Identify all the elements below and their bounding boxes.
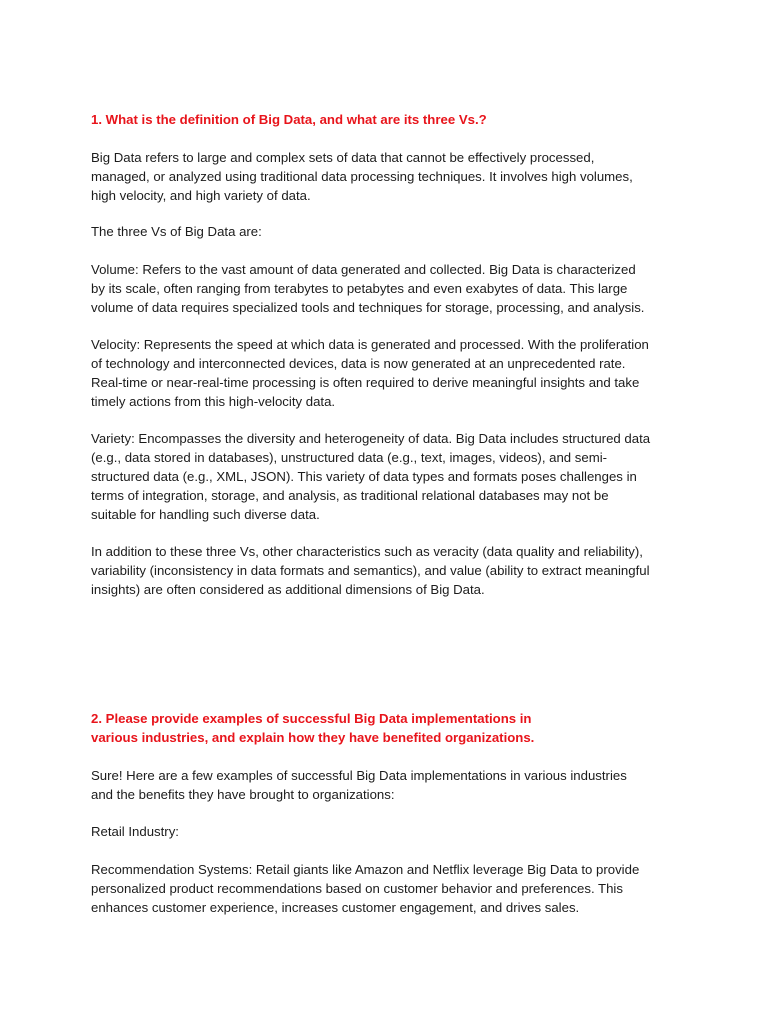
velocity-line-2: of technology and interconnected devices, data is now generated at an unprecedented rate. (91, 355, 626, 371)
definition-line-1: Big Data refers to large and complex sets of data that cannot be effectively processed, (91, 150, 595, 165)
additional-characteristics-paragraph (91, 543, 721, 600)
implementations-intro-paragraph (91, 767, 721, 805)
variety-line-4: terms of integration, storage, and analysis, as traditional relational databases may not be (91, 487, 609, 503)
question-2-heading-line-2: various industries, and explain how they have benefited organizations. (91, 729, 535, 745)
question-2-heading-line-1: 2. Please provide examples of successful Big Data implementations in (91, 711, 532, 726)
velocity-line-3: Real-time or near-real-time processing is often required to derive meaningful insights and take (91, 374, 640, 390)
question-1-heading-line: 1. What is the definition of Big Data, and what are its three Vs.? (91, 112, 487, 127)
intro-line-1: Sure! Here are a few examples of successful Big Data implementations in various industries (91, 768, 627, 783)
three-vs-intro (91, 223, 721, 242)
recommendation-line-1: Recommendation Systems: Retail giants like Amazon and Netflix leverage Big Data to provide (91, 862, 640, 877)
question-2-heading (91, 710, 721, 748)
definition-line-2: managed, or analyzed using traditional data processing techniques. It involves high volumes, (91, 168, 633, 184)
three-vs-intro-line: The three Vs of Big Data are: (91, 224, 262, 239)
variety-line-2: (e.g., data stored in databases), unstructured data (e.g., text, images, videos), and semi- (91, 449, 608, 465)
volume-line-3: volume of data requires specialized tools and techniques for storage, processing, and analysis. (91, 299, 645, 315)
recommendation-line-3: enhances customer experience, increases customer engagement, and drives sales. (91, 899, 580, 915)
recommendation-line-2: personalized product recommendations based on customer behavior and preferences. This (91, 880, 623, 896)
variety-line-3: structured data (e.g., XML, JSON). This variety of data types and formats poses challenges in (91, 468, 637, 484)
velocity-line-1: Velocity: Represents the speed at which data is generated and processed. With the proliferation (91, 337, 649, 352)
variety-paragraph (91, 430, 721, 525)
retail-industry-heading (91, 823, 721, 842)
additional-line-1: In addition to these three Vs, other characteristics such as veracity (data quality and reliability), (91, 544, 643, 559)
big-data-definition-paragraph (91, 149, 721, 206)
volume-line-1: Volume: Refers to the vast amount of data generated and collected. Big Data is characterized (91, 262, 636, 277)
velocity-paragraph (91, 336, 721, 412)
variety-line-1: Variety: Encompasses the diversity and heterogeneity of data. Big Data includes structured data (91, 431, 651, 446)
question-1-heading (91, 111, 721, 130)
definition-line-3: high velocity, and high variety of data. (91, 187, 311, 203)
volume-line-2: by its scale, often ranging from terabytes to petabytes and even exabytes of data. This large (91, 280, 628, 296)
volume-paragraph (91, 261, 721, 318)
intro-line-2: and the benefits they have brought to organizations: (91, 786, 395, 802)
additional-line-3: insights) are often considered as additional dimensions of Big Data. (91, 581, 485, 597)
additional-line-2: variability (inconsistency in data formats and semantics), and value (ability to extract meaningful (91, 562, 650, 578)
variety-line-5: suitable for handling such diverse data. (91, 506, 320, 522)
recommendation-systems-paragraph (91, 861, 721, 918)
retail-industry-heading-line: Retail Industry: (91, 824, 179, 839)
velocity-line-4: timely actions from this high-velocity data. (91, 393, 336, 409)
